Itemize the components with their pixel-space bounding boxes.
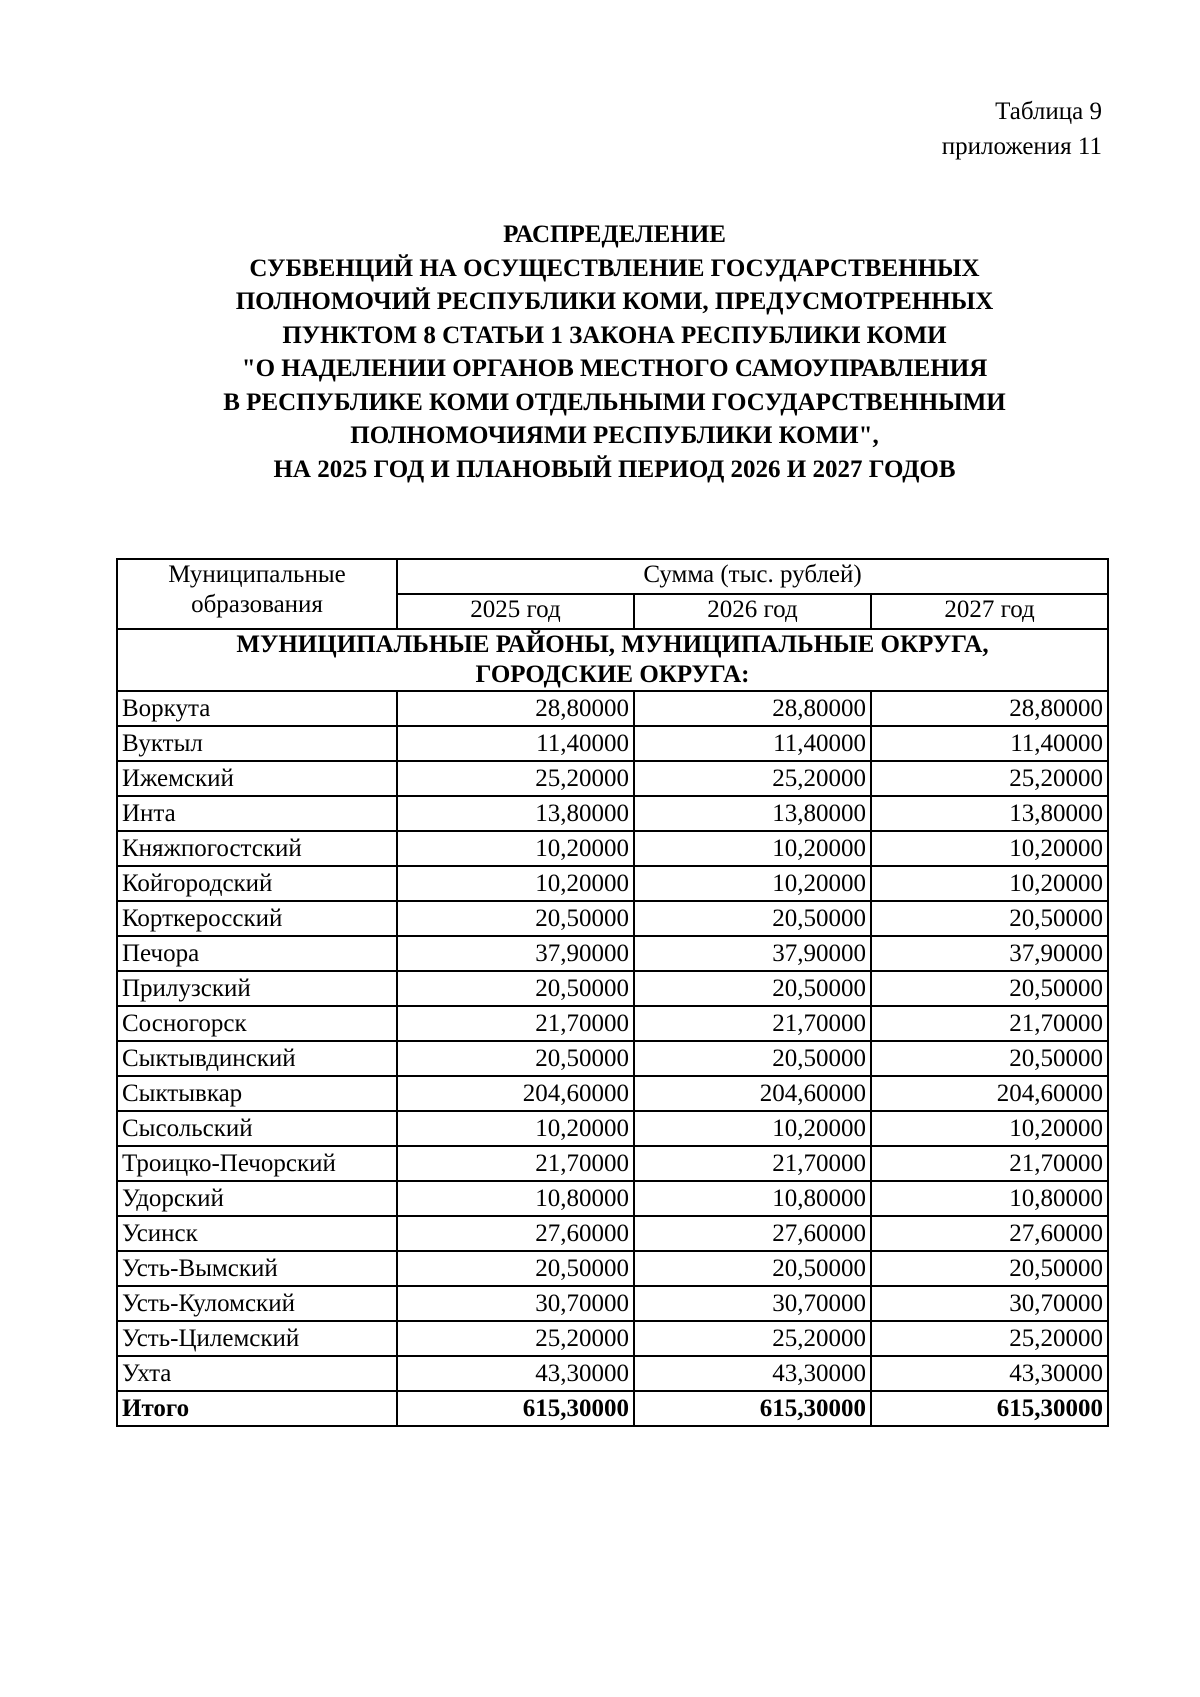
- title-line: ПОЛНОМОЧИЙ РЕСПУБЛИКИ КОМИ, ПРЕДУСМОТРЕННЫХ: [235, 288, 994, 315]
- amount-2025: 20,50000: [397, 1041, 634, 1076]
- amount-2026: 13,80000: [634, 796, 871, 831]
- section-heading-line: ГОРОДСКИЕ ОКРУГА:: [475, 661, 750, 688]
- amount-2027: 37,90000: [871, 936, 1108, 971]
- amount-2025: 10,80000: [397, 1181, 634, 1216]
- amount-2025: 25,20000: [397, 761, 634, 796]
- amount-2025: 43,30000: [397, 1356, 634, 1391]
- amount-2027: 615,30000: [871, 1391, 1108, 1426]
- amount-2027: 21,70000: [871, 1146, 1108, 1181]
- amount-2026: 20,50000: [634, 901, 871, 936]
- table-row: [117, 1251, 1108, 1286]
- amount-2027: 11,40000: [871, 726, 1108, 761]
- amount-2026: 25,20000: [634, 761, 871, 796]
- title-line: СУБВЕНЦИЙ НА ОСУЩЕСТВЛЕНИЕ ГОСУДАРСТВЕННЫХ: [249, 254, 980, 282]
- municipality-name: Сыктывдинский: [117, 1041, 397, 1076]
- table-number: Таблица 9: [995, 98, 1102, 125]
- title-line: "О НАДЕЛЕНИИ ОРГАНОВ МЕСТНОГО САМОУПРАВЛЕНИЯ: [241, 355, 988, 382]
- municipality-name: Усть-Вымский: [117, 1251, 397, 1286]
- amount-2027: 20,50000: [871, 1251, 1108, 1286]
- municipality-name: Усинск: [117, 1216, 397, 1251]
- table-row: [117, 796, 1108, 831]
- table-row: [117, 1216, 1108, 1251]
- municipality-name: Корткеросский: [117, 901, 397, 936]
- amount-2025: 10,20000: [397, 866, 634, 901]
- amount-2026: 11,40000: [634, 726, 871, 761]
- amount-2026: 25,20000: [634, 1321, 871, 1356]
- amount-2027: 204,60000: [871, 1076, 1108, 1111]
- title-line: НА 2025 ГОД И ПЛАНОВЫЙ ПЕРИОД 2026 И 2027 ГОДОВ: [273, 455, 956, 483]
- amount-2027: 10,80000: [871, 1181, 1108, 1216]
- total-row: [117, 1391, 1108, 1426]
- table-row: [117, 971, 1108, 1006]
- table-row: [117, 761, 1108, 796]
- table-row: [117, 1286, 1108, 1321]
- header-name-line: Муниципальные: [168, 561, 346, 588]
- amount-2027: 20,50000: [871, 1041, 1108, 1076]
- amount-2025: 20,50000: [397, 1251, 634, 1286]
- amount-2025: 615,30000: [397, 1391, 634, 1426]
- header-sum: Сумма (тыс. рублей): [397, 559, 1108, 594]
- amount-2025: 204,60000: [397, 1076, 634, 1111]
- amount-2027: 21,70000: [871, 1006, 1108, 1041]
- table-row: [117, 1076, 1108, 1111]
- municipality-name: Усть-Куломский: [117, 1286, 397, 1321]
- amount-2027: 43,30000: [871, 1356, 1108, 1391]
- municipality-name: Итого: [117, 1391, 397, 1426]
- municipality-name: Княжпогостский: [117, 831, 397, 866]
- amount-2027: 20,50000: [871, 971, 1108, 1006]
- table-row: [117, 1041, 1108, 1076]
- amount-2025: 25,20000: [397, 1321, 634, 1356]
- amount-2026: 10,80000: [634, 1181, 871, 1216]
- amount-2025: 20,50000: [397, 971, 634, 1006]
- amount-2027: 10,20000: [871, 831, 1108, 866]
- amount-2025: 13,80000: [397, 796, 634, 831]
- municipality-name: Печора: [117, 936, 397, 971]
- municipality-name: Прилузский: [117, 971, 397, 1006]
- amount-2026: 21,70000: [634, 1146, 871, 1181]
- amount-2026: 204,60000: [634, 1076, 871, 1111]
- amount-2026: 615,30000: [634, 1391, 871, 1426]
- amount-2025: 37,90000: [397, 936, 634, 971]
- amount-2025: 28,80000: [397, 691, 634, 726]
- table-row: [117, 1356, 1108, 1391]
- amount-2026: 27,60000: [634, 1216, 871, 1251]
- amount-2026: 21,70000: [634, 1006, 871, 1041]
- municipality-name: Ухта: [117, 1356, 397, 1391]
- title-line: ПУНКТОМ 8 СТАТЬИ 1 ЗАКОНА РЕСПУБЛИКИ КОМИ: [282, 321, 947, 349]
- amount-2025: 10,20000: [397, 831, 634, 866]
- amount-2027: 27,60000: [871, 1216, 1108, 1251]
- amount-2025: 30,70000: [397, 1286, 634, 1321]
- table-row: [117, 1111, 1108, 1146]
- header-year-2025: 2025 год: [397, 594, 634, 629]
- appendix-number: приложения 11: [941, 133, 1102, 160]
- amount-2026: 37,90000: [634, 936, 871, 971]
- amount-2026: 20,50000: [634, 971, 871, 1006]
- amount-2025: 11,40000: [397, 726, 634, 761]
- amount-2027: 20,50000: [871, 901, 1108, 936]
- amount-2026: 30,70000: [634, 1286, 871, 1321]
- amount-2026: 10,20000: [634, 831, 871, 866]
- header-row: [117, 559, 1108, 594]
- amount-2027: 30,70000: [871, 1286, 1108, 1321]
- amount-2027: 28,80000: [871, 691, 1108, 726]
- amount-2025: 21,70000: [397, 1146, 634, 1181]
- amount-2027: 10,20000: [871, 866, 1108, 901]
- municipality-name: Вуктыл: [117, 726, 397, 761]
- title-line: ПОЛНОМОЧИЯМИ РЕСПУБЛИКИ КОМИ",: [350, 422, 879, 449]
- table-row: [117, 1006, 1108, 1041]
- table-row: [117, 901, 1108, 936]
- municipality-name: Койгородский: [117, 866, 397, 901]
- distribution-table: [116, 558, 1109, 1427]
- amount-2027: 10,20000: [871, 1111, 1108, 1146]
- amount-2027: 13,80000: [871, 796, 1108, 831]
- amount-2026: 20,50000: [634, 1251, 871, 1286]
- table-row: [117, 1146, 1108, 1181]
- amount-2025: 10,20000: [397, 1111, 634, 1146]
- table-row: [117, 866, 1108, 901]
- municipality-name: Сысольский: [117, 1111, 397, 1146]
- table-reference: [942, 94, 1102, 164]
- table-row: [117, 831, 1108, 866]
- municipality-name: Сыктывкар: [117, 1076, 397, 1111]
- amount-2026: 10,20000: [634, 1111, 871, 1146]
- header-municipalities: [117, 559, 397, 629]
- amount-2026: 28,80000: [634, 691, 871, 726]
- amount-2025: 21,70000: [397, 1006, 634, 1041]
- amount-2026: 43,30000: [634, 1356, 871, 1391]
- table-row: [117, 726, 1108, 761]
- municipality-name: Инта: [117, 796, 397, 831]
- table-row: [117, 691, 1108, 726]
- amount-2026: 20,50000: [634, 1041, 871, 1076]
- title-line: РАСПРЕДЕЛЕНИЕ: [503, 221, 726, 248]
- amount-2025: 20,50000: [397, 901, 634, 936]
- amount-2027: 25,20000: [871, 1321, 1108, 1356]
- table-row: [117, 936, 1108, 971]
- title-line: В РЕСПУБЛИКЕ КОМИ ОТДЕЛЬНЫМИ ГОСУДАРСТВЕННЫМИ: [223, 388, 1006, 416]
- section-heading-line: МУНИЦИПАЛЬНЫЕ РАЙОНЫ, МУНИЦИПАЛЬНЫЕ ОКРУГА,: [236, 631, 989, 658]
- municipality-name: Троицко-Печорский: [117, 1146, 397, 1181]
- header-year-2027: 2027 год: [871, 594, 1108, 629]
- amount-2025: 27,60000: [397, 1216, 634, 1251]
- header-name-line: образования: [191, 591, 323, 618]
- municipality-name: Сосногорск: [117, 1006, 397, 1041]
- section-heading: [117, 629, 1108, 691]
- municipality-name: Воркута: [117, 691, 397, 726]
- table-row: [117, 1181, 1108, 1216]
- amount-2027: 25,20000: [871, 761, 1108, 796]
- section-row: [117, 629, 1108, 691]
- municipality-name: Удорский: [117, 1181, 397, 1216]
- amount-2026: 10,20000: [634, 866, 871, 901]
- header-year-2026: 2026 год: [634, 594, 871, 629]
- document-title: [0, 218, 1200, 486]
- municipality-name: Ижемский: [117, 761, 397, 796]
- table-row: [117, 1321, 1108, 1356]
- municipality-name: Усть-Цилемский: [117, 1321, 397, 1356]
